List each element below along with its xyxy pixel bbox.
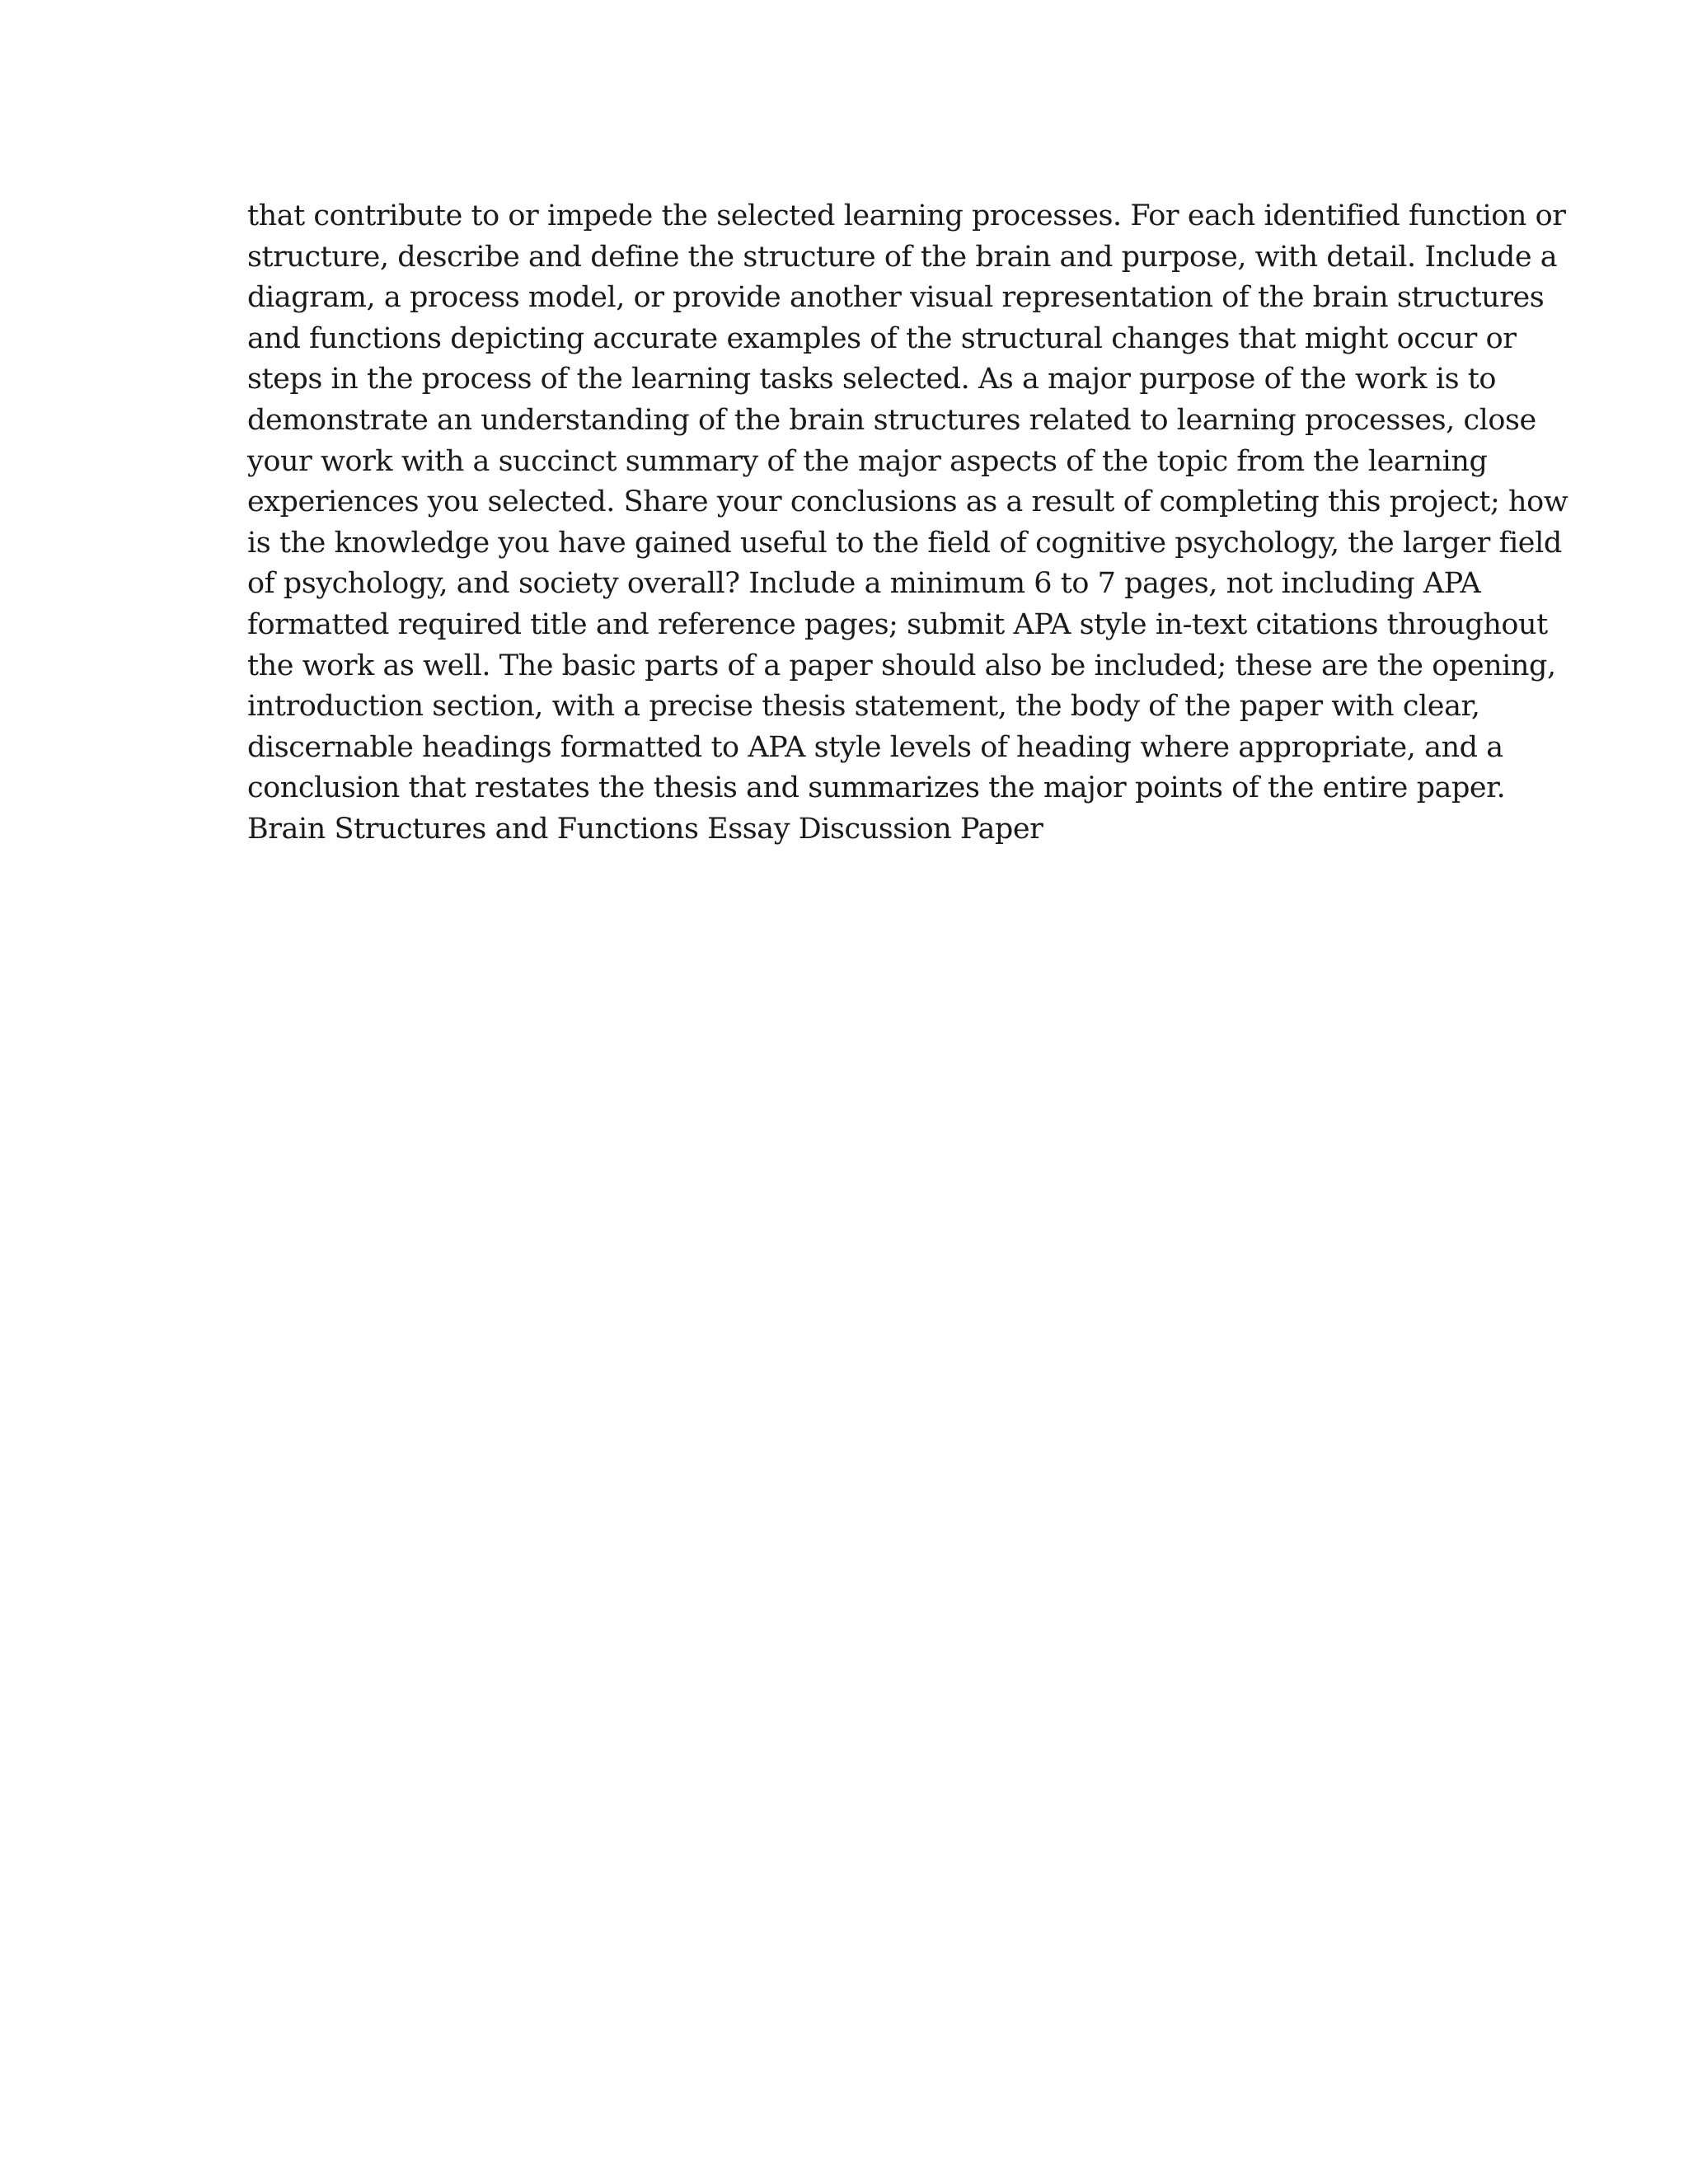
- text-line: demonstrate an understanding of the brain structures related to learning processes, close: [247, 403, 1536, 437]
- text-line: experiences you selected. Share your conclusions as a result of completing this project; how: [247, 485, 1568, 519]
- text-line: is the knowledge you have gained useful to the field of cognitive psychology, the larger field: [247, 526, 1562, 560]
- text-line: your work with a succinct summary of the major aspects of the topic from the learning: [247, 444, 1488, 478]
- text-line: that contribute to or impede the selected learning processes. For each identified function or: [247, 199, 1566, 232]
- text-line: steps in the process of the learning tasks selected. As a major purpose of the work is to: [247, 363, 1497, 396]
- text-line: diagram, a process model, or provide another visual representation of the brain structures: [247, 281, 1545, 315]
- text-line: Brain Structures and Functions Essay Discussion Paper: [247, 812, 1043, 846]
- text-line: and functions depicting accurate examples of the structural changes that might occur or: [247, 321, 1517, 355]
- text-line: the work as well. The basic parts of a paper should also be included; these are the opening,: [247, 649, 1556, 682]
- text-line: introduction section, with a precise thesis statement, the body of the paper with clear,: [247, 690, 1480, 724]
- text-line: structure, describe and define the structure of the brain and purpose, with detail. Include a: [247, 240, 1558, 274]
- text-line: discernable headings formatted to APA style levels of heading where appropriate, and a: [247, 730, 1503, 764]
- text-line: of psychology, and society overall? Include a minimum 6 to 7 pages, not including APA: [247, 567, 1481, 601]
- text-line: conclusion that restates the thesis and summarizes the major points of the entire paper.: [247, 771, 1506, 805]
- text-line: formatted required title and reference pages; submit APA style in-text citations throughout: [247, 607, 1548, 641]
- body-paragraph: [247, 196, 1568, 851]
